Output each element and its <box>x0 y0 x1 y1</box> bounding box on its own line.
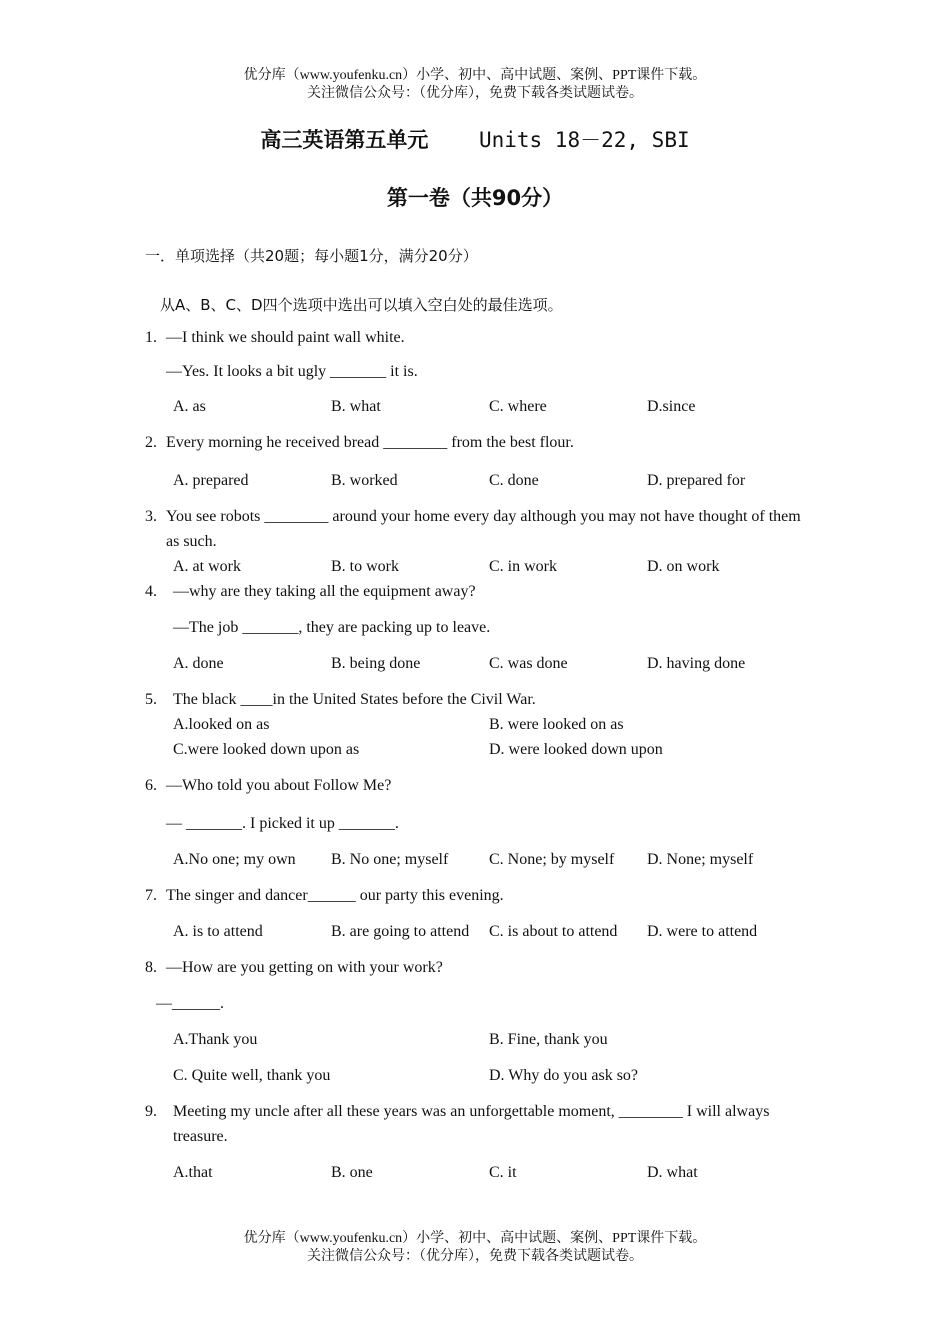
question-number: 4. <box>145 583 157 600</box>
option-d: D. Why do you ask so? <box>489 1067 639 1084</box>
footer-line-2: 关注微信公众号：（优分库），免费下载各类试题试卷。 <box>307 1249 643 1264</box>
option-c: C. it <box>489 1164 517 1181</box>
question-text: The black ____in the United States before the Civil War. <box>173 691 536 708</box>
option-b: B. No one; myself <box>331 851 449 868</box>
option-d: D. on work <box>647 558 720 575</box>
option-a: A. is to attend <box>173 923 263 940</box>
option-c: C. done <box>489 472 539 489</box>
option-b: B. worked <box>331 472 398 489</box>
option-c: C. Quite well, thank you <box>173 1067 331 1084</box>
option-b: B. what <box>331 398 381 415</box>
option-c: C. in work <box>489 558 557 575</box>
option-d: D. having done <box>647 655 746 672</box>
header-line-2: 关注微信公众号：（优分库），免费下载各类试题试卷。 <box>307 86 643 101</box>
option-b: B. Fine, thank you <box>489 1031 608 1048</box>
option-c: C. None; by myself <box>489 851 615 868</box>
section-title: 一．单项选择（共20题；每小题1分，满分20分） <box>145 247 478 265</box>
question-text: treasure. <box>173 1128 228 1145</box>
part-title: 第一卷（共90分） <box>386 186 564 210</box>
option-d: D. were to attend <box>647 923 758 940</box>
option-b: B. are going to attend <box>331 923 470 940</box>
option-a: A. as <box>173 398 206 415</box>
question-text: —______. <box>156 995 224 1012</box>
option-b: B. being done <box>331 655 421 672</box>
header-line-1: 优分库（www.youfenku.cn）小学、初中、高中试题、案例、PPT课件下载。 <box>243 68 707 83</box>
question-text: Every morning he received bread ________ from the best flour. <box>166 434 574 451</box>
question-number: 9. <box>145 1103 157 1120</box>
option-d: D. were looked down upon <box>489 741 663 758</box>
option-b: B. one <box>331 1164 373 1181</box>
option-c: C. was done <box>489 655 568 672</box>
option-c: C.were looked down upon as <box>173 741 360 758</box>
option-d: D. None; myself <box>647 851 754 868</box>
option-d: D.since <box>647 398 696 415</box>
question-number: 7. <box>145 887 157 904</box>
option-a: A.Thank you <box>173 1031 258 1048</box>
question-text: —I think we should paint wall white. <box>166 329 405 346</box>
question-number: 5. <box>145 691 157 708</box>
option-d: D. prepared for <box>647 472 746 489</box>
question-text: The singer and dancer______ our party this evening. <box>166 887 504 904</box>
question-number: 1. <box>145 329 157 346</box>
footer-line-1: 优分库（www.youfenku.cn）小学、初中、高中试题、案例、PPT课件下载。 <box>243 1231 707 1246</box>
option-a: A. done <box>173 655 224 672</box>
question-text: as such. <box>166 533 217 550</box>
instruction: 从A、B、C、D四个选项中选出可以填入空白处的最佳选项。 <box>160 296 563 314</box>
option-a: A.No one; my own <box>173 851 296 868</box>
option-a: A.that <box>173 1164 213 1181</box>
page-title <box>0 124 950 154</box>
option-a: A. at work <box>173 558 241 575</box>
option-c: C. is about to attend <box>489 923 618 940</box>
question-text: —How are you getting on with your work? <box>166 959 443 976</box>
question-number: 6. <box>145 777 157 794</box>
option-b: B. were looked on as <box>489 716 624 733</box>
option-a: A.looked on as <box>173 716 270 733</box>
question-number: 2. <box>145 434 157 451</box>
question-text: — _______. I picked it up _______. <box>166 815 399 832</box>
question-text: You see robots ________ around your home every day although you may not have thought of them <box>166 508 801 525</box>
option-b: B. to work <box>331 558 399 575</box>
option-a: A. prepared <box>173 472 249 489</box>
page-title-en: Units 18－22, SBI <box>478 128 690 152</box>
question-number: 3. <box>145 508 157 525</box>
option-d: D. what <box>647 1164 698 1181</box>
option-c: C. where <box>489 398 547 415</box>
question-text: —why are they taking all the equipment away? <box>173 583 476 600</box>
page-title-cn: 高三英语第五单元 <box>260 128 429 152</box>
question-text: Meeting my uncle after all these years was an unforgettable moment, ________ I will always <box>173 1103 770 1120</box>
question-text: —Who told you about Follow Me? <box>166 777 392 794</box>
question-text: —The job _______, they are packing up to leave. <box>173 619 491 636</box>
question-text: —Yes. It looks a bit ugly _______ it is. <box>166 363 418 380</box>
question-number: 8. <box>145 959 157 976</box>
